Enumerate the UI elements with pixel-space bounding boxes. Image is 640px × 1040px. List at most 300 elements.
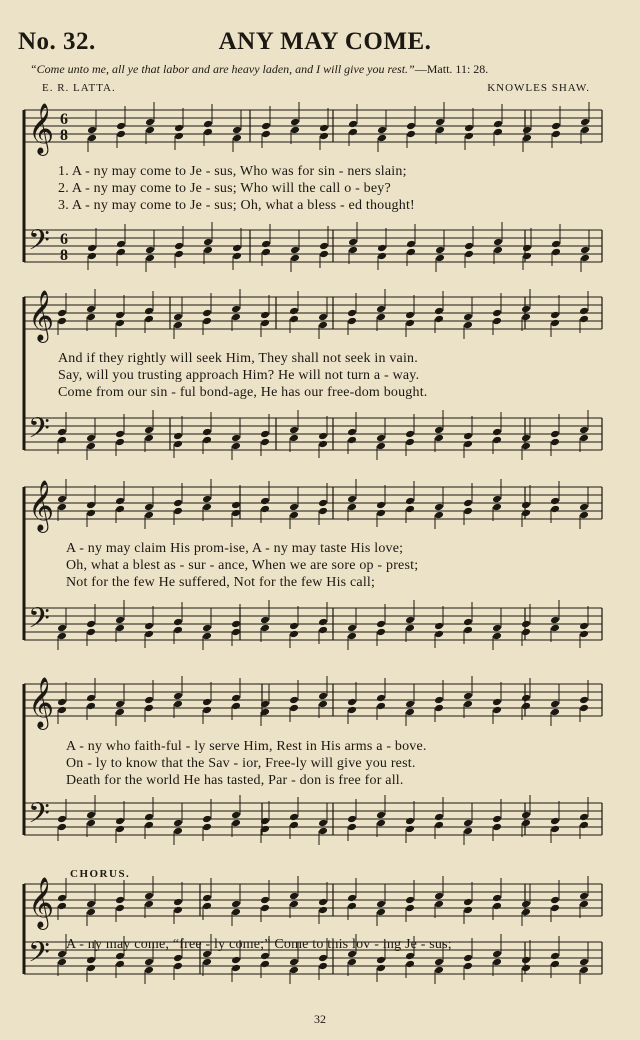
composer: KNOWLES SHAW. (487, 82, 590, 94)
note-head (405, 960, 415, 969)
note-head (318, 906, 328, 915)
note-head (464, 132, 474, 141)
note-head (116, 130, 126, 139)
note-head (376, 819, 386, 828)
note-head (173, 819, 183, 828)
note-head (87, 134, 97, 143)
note-head (174, 250, 184, 259)
note-head (57, 958, 67, 967)
note-head (579, 966, 589, 975)
note-head (144, 900, 154, 909)
note-head (550, 825, 560, 834)
note-head (550, 616, 560, 625)
note-head (492, 815, 502, 824)
note-head (144, 630, 154, 639)
note-head (376, 908, 386, 917)
note-head (144, 307, 154, 316)
time-signature-top: 6 (60, 231, 68, 248)
note-head (464, 124, 474, 133)
note-head (57, 823, 67, 832)
note-head (231, 442, 241, 451)
note-head (579, 813, 589, 822)
note-head (405, 825, 415, 834)
note-head (434, 307, 444, 316)
note-head (434, 892, 444, 901)
note-head (289, 813, 299, 822)
note-head (492, 495, 502, 504)
note-head (405, 505, 415, 514)
note-head (231, 313, 241, 322)
note-head (86, 964, 96, 973)
note-head (492, 698, 502, 707)
note-head (260, 438, 270, 447)
note-head (376, 900, 386, 909)
note-head (144, 503, 154, 512)
note-head (406, 248, 416, 257)
note-head (318, 827, 328, 836)
note-head (290, 246, 300, 255)
note-head (492, 950, 502, 959)
note-head (115, 700, 125, 709)
note-head (261, 248, 271, 257)
note-head (348, 128, 358, 137)
note-head (492, 309, 502, 318)
note-head (173, 962, 183, 971)
note-head (144, 622, 154, 631)
note-head (406, 122, 416, 131)
note-head (493, 238, 503, 247)
note-head (550, 624, 560, 633)
note-head (144, 958, 154, 967)
note-head (115, 825, 125, 834)
note-head (260, 616, 270, 625)
note-head (144, 315, 154, 324)
note-head (86, 434, 96, 443)
note-head (580, 246, 590, 255)
note-head (405, 497, 415, 506)
note-head (347, 495, 357, 504)
note-head (86, 956, 96, 965)
note-head (434, 821, 444, 830)
note-head (173, 692, 183, 701)
note-head (492, 823, 502, 832)
note-head (202, 436, 212, 445)
note-head (434, 426, 444, 435)
note-head (173, 313, 183, 322)
note-head (376, 501, 386, 510)
note-head (521, 956, 531, 965)
note-head (144, 434, 154, 443)
note-head (463, 954, 473, 963)
treble-clef-icon: 𝄞 (28, 480, 55, 531)
note-head (57, 436, 67, 445)
note-head (405, 616, 415, 625)
note-head (347, 317, 357, 326)
note-head (522, 126, 532, 135)
note-head (86, 811, 96, 820)
note-head (202, 503, 212, 512)
chorus-line: A - ny may come, “free - ly come;” Come to this lov - ing Je - sus; (66, 937, 452, 952)
note-head (463, 700, 473, 709)
note-head (203, 246, 213, 255)
note-head (405, 700, 415, 709)
page-number: 32 (314, 1012, 326, 1026)
note-head (550, 319, 560, 328)
note-head (231, 811, 241, 820)
note-head (579, 821, 589, 830)
note-head (173, 827, 183, 836)
note-head (260, 896, 270, 905)
note-head (116, 122, 126, 131)
note-head (290, 254, 300, 263)
note-head (232, 126, 242, 135)
note-head (145, 118, 155, 127)
note-head (434, 434, 444, 443)
note-head (144, 892, 154, 901)
note-head (86, 620, 96, 629)
note-head (347, 902, 357, 911)
note-head (376, 956, 386, 965)
note-head (492, 894, 502, 903)
note-head (319, 250, 329, 259)
note-head (492, 902, 502, 911)
verse-line: A - ny may claim His prom-ise, A - ny may taste His love; (66, 541, 404, 556)
note-head (260, 505, 270, 514)
note-head (115, 904, 125, 913)
note-head (521, 501, 531, 510)
note-head (347, 706, 357, 715)
note-head (463, 827, 473, 836)
note-head (377, 134, 387, 143)
note-head (173, 618, 183, 627)
note-head (231, 900, 241, 909)
note-head (232, 244, 242, 253)
note-head (550, 505, 560, 514)
note-head (347, 823, 357, 832)
note-head (202, 958, 212, 967)
note-head (550, 904, 560, 913)
verse-line: 3. A - ny may come to Je - sus; Oh, what a bless - ed thought! (58, 198, 415, 213)
verse-line: Not for the few He suffered, Not for the few His call; (66, 575, 376, 590)
note-head (318, 313, 328, 322)
note-head (521, 694, 531, 703)
note-head (464, 242, 474, 251)
note-head (144, 813, 154, 822)
note-head (347, 436, 357, 445)
time-signature-bottom: 8 (60, 127, 68, 144)
note-head (435, 246, 445, 255)
note-head (405, 952, 415, 961)
note-head (87, 126, 97, 135)
note-head (231, 956, 241, 965)
note-head (463, 819, 473, 828)
verse-line: On - ly to know that the Sav - ior, Free-ly will give you rest. (66, 756, 416, 771)
lyricist: E. R. LATTA. (42, 82, 116, 94)
epigraph-quote: “Come unto me, all ye that labor and are heavy laden, and I will give you rest.” (30, 62, 415, 76)
note-head (289, 622, 299, 631)
note-head (289, 503, 299, 512)
note-head (232, 252, 242, 261)
treble-clef-icon: 𝄞 (28, 877, 55, 928)
verse-line: And if they rightly will seek Him, They shall not seek in vain. (58, 351, 418, 366)
note-head (550, 311, 560, 320)
note-head (434, 503, 444, 512)
note-head (435, 126, 445, 135)
note-head (347, 894, 357, 903)
note-head (86, 509, 96, 518)
note-head (115, 497, 125, 506)
note-head (579, 511, 589, 520)
note-head (231, 694, 241, 703)
treble-clef-icon: 𝄞 (28, 677, 55, 728)
note-head (290, 118, 300, 127)
note-head (115, 708, 125, 717)
note-head (86, 908, 96, 917)
note-head (86, 900, 96, 909)
note-head (493, 246, 503, 255)
note-head (463, 440, 473, 449)
note-head (377, 126, 387, 135)
note-head (521, 964, 531, 973)
note-head (86, 819, 96, 828)
note-head (202, 632, 212, 641)
note-head (87, 252, 97, 261)
note-head (174, 242, 184, 251)
note-head (550, 700, 560, 709)
note-head (464, 250, 474, 259)
note-head (173, 898, 183, 907)
note-head (522, 244, 532, 253)
note-head (57, 624, 67, 633)
note-head (57, 309, 67, 318)
note-head (202, 624, 212, 633)
verse-line: Say, will you trusting approach Him? He will not turn a - way. (58, 368, 420, 383)
note-head (521, 509, 531, 518)
note-head (348, 120, 358, 129)
note-head (318, 898, 328, 907)
note-head (174, 124, 184, 133)
note-head (550, 952, 560, 961)
note-head (86, 501, 96, 510)
note-head (231, 434, 241, 443)
note-head (260, 904, 270, 913)
note-head (260, 960, 270, 969)
note-head (57, 815, 67, 824)
note-head (57, 428, 67, 437)
note-head (318, 954, 328, 963)
note-head (86, 694, 96, 703)
note-head (522, 252, 532, 261)
note-head (144, 696, 154, 705)
note-head (551, 122, 561, 131)
note-head (492, 503, 502, 512)
note-head (492, 706, 502, 715)
note-head (579, 307, 589, 316)
note-head (434, 966, 444, 975)
note-head (289, 704, 299, 713)
note-head (550, 960, 560, 969)
note-head (173, 954, 183, 963)
note-head (289, 630, 299, 639)
note-head (57, 317, 67, 326)
note-head (463, 898, 473, 907)
note-head (579, 900, 589, 909)
note-head (347, 698, 357, 707)
note-head (521, 442, 531, 451)
note-head (57, 698, 67, 707)
time-signature-top: 6 (60, 111, 68, 128)
note-head (463, 906, 473, 915)
note-head (405, 311, 415, 320)
note-head (347, 632, 357, 641)
note-head (579, 426, 589, 435)
note-head (145, 126, 155, 135)
note-head (376, 442, 386, 451)
note-head (551, 240, 561, 249)
note-head (376, 509, 386, 518)
note-head (521, 811, 531, 820)
note-head (463, 321, 473, 330)
note-head (57, 902, 67, 911)
note-head (260, 952, 270, 961)
hymn-title: ANY MAY COME. (218, 28, 432, 55)
note-head (376, 628, 386, 637)
note-head (405, 438, 415, 447)
note-head (463, 313, 473, 322)
note-head (57, 706, 67, 715)
note-head (260, 319, 270, 328)
verse-line: Oh, what a blest as - sur - ance, When we are sore op - prest; (66, 558, 419, 573)
note-head (405, 904, 415, 913)
note-head (492, 436, 502, 445)
treble-clef-icon: 𝄞 (28, 103, 55, 154)
note-head (231, 305, 241, 314)
note-head (551, 130, 561, 139)
note-head (115, 960, 125, 969)
note-head (318, 692, 328, 701)
note-head (318, 626, 328, 635)
note-head (57, 632, 67, 641)
bass-clef-icon: 𝄢 (28, 797, 50, 837)
note-head (232, 134, 242, 143)
note-head (434, 622, 444, 631)
note-head (579, 434, 589, 443)
hymn-number: No. 32. (18, 28, 96, 55)
note-head (115, 438, 125, 447)
note-head (115, 311, 125, 320)
note-head (318, 499, 328, 508)
note-head (434, 630, 444, 639)
note-head (86, 628, 96, 637)
note-head (202, 317, 212, 326)
note-head (347, 428, 357, 437)
note-head (115, 817, 125, 826)
note-head (376, 620, 386, 629)
note-head (521, 620, 531, 629)
note-head (202, 698, 212, 707)
note-head (289, 900, 299, 909)
verse-line: 2. A - ny may come to Je - sus; Who will the call o - bey? (58, 181, 391, 196)
bass-clef-icon: 𝄢 (28, 936, 50, 976)
note-head (203, 128, 213, 137)
note-head (492, 632, 502, 641)
verse-line: 1. A - ny may come to Je - sus, Who was for sin - ners slain; (58, 164, 407, 179)
note-head (405, 817, 415, 826)
note-head (579, 630, 589, 639)
note-head (173, 700, 183, 709)
note-head (463, 962, 473, 971)
note-head (550, 438, 560, 447)
note-head (318, 700, 328, 709)
note-head (231, 819, 241, 828)
note-head (202, 815, 212, 824)
note-head (579, 622, 589, 631)
note-head (579, 704, 589, 713)
note-head (550, 708, 560, 717)
note-head (260, 624, 270, 633)
note-head (376, 313, 386, 322)
note-head (289, 315, 299, 324)
note-head (405, 896, 415, 905)
note-head (289, 307, 299, 316)
note-head (435, 254, 445, 263)
note-head (203, 120, 213, 129)
note-head (144, 511, 154, 520)
note-head (144, 704, 154, 713)
note-head (173, 906, 183, 915)
note-head (231, 964, 241, 973)
note-head (318, 432, 328, 441)
bass-clef-icon: 𝄢 (28, 224, 50, 264)
note-head (57, 894, 67, 903)
note-head (173, 321, 183, 330)
note-head (202, 309, 212, 318)
note-head (376, 434, 386, 443)
note-head (289, 434, 299, 443)
note-head (318, 507, 328, 516)
note-head (145, 254, 155, 263)
note-head (435, 118, 445, 127)
note-head (579, 315, 589, 324)
note-head (86, 702, 96, 711)
note-head (289, 696, 299, 705)
note-head (493, 120, 503, 129)
note-head (463, 432, 473, 441)
note-head (202, 823, 212, 832)
note-head (493, 128, 503, 137)
note-head (115, 624, 125, 633)
note-head (289, 892, 299, 901)
treble-clef-icon: 𝄞 (28, 290, 55, 341)
note-head (463, 692, 473, 701)
note-head (406, 130, 416, 139)
note-head (231, 908, 241, 917)
note-head (347, 624, 357, 633)
note-head (348, 246, 358, 255)
note-head (347, 815, 357, 824)
note-head (203, 238, 213, 247)
note-head (376, 702, 386, 711)
note-head (579, 696, 589, 705)
note-head (579, 892, 589, 901)
note-head (463, 499, 473, 508)
note-head (521, 900, 531, 909)
note-head (551, 248, 561, 257)
note-head (260, 497, 270, 506)
note-head (521, 434, 531, 443)
note-head (550, 497, 560, 506)
note-head (173, 507, 183, 516)
